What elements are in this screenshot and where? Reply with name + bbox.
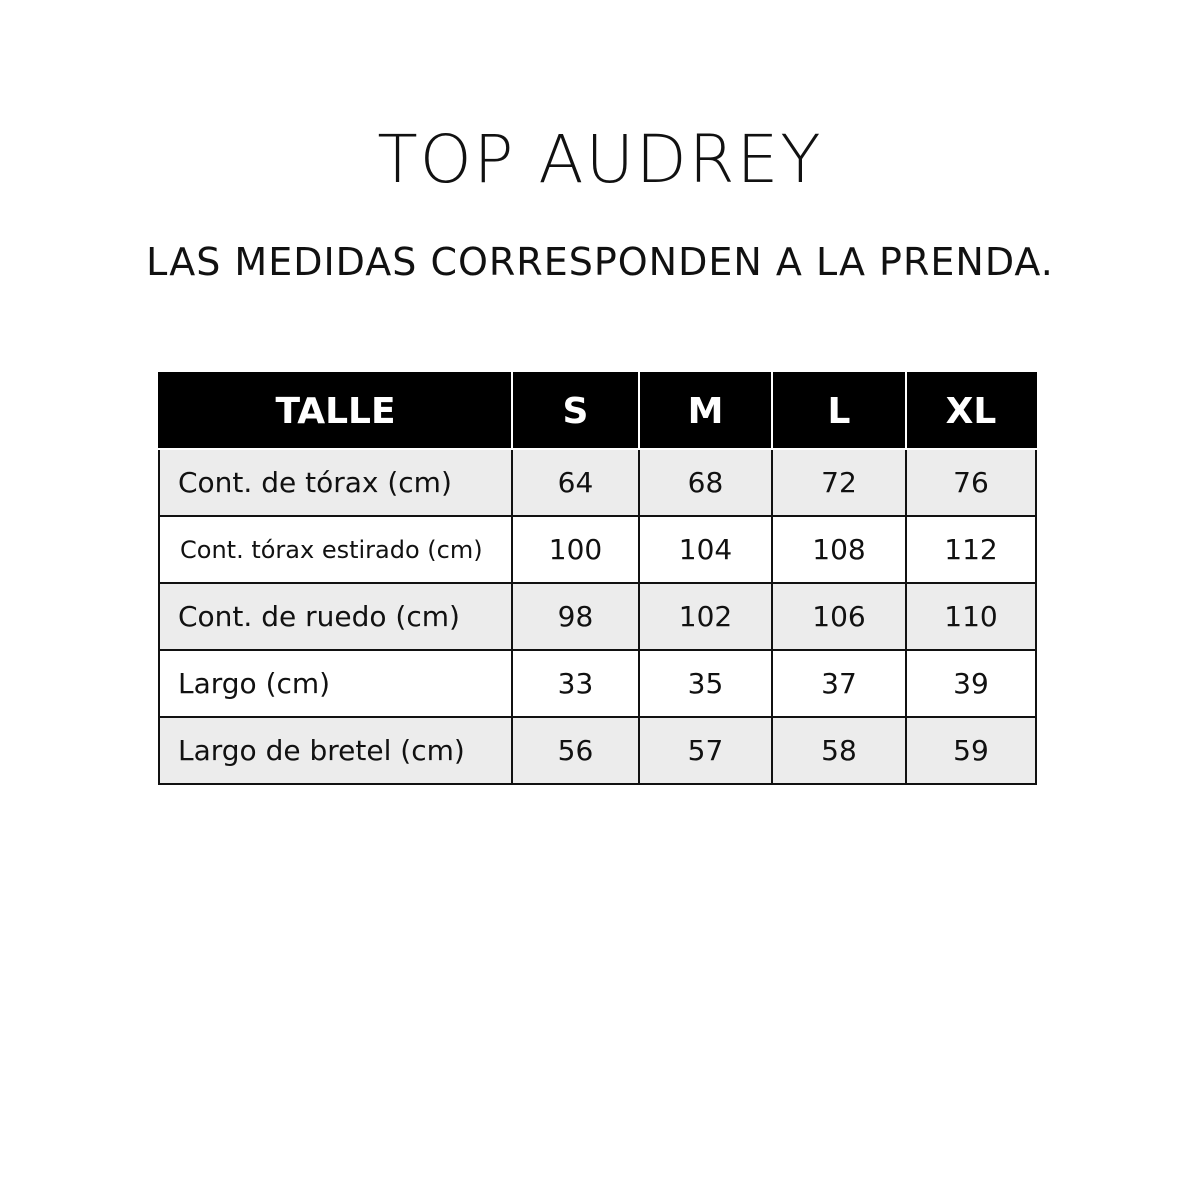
table-cell: 33: [512, 650, 639, 717]
table-cell: 110: [906, 583, 1036, 650]
table-cell: 59: [906, 717, 1036, 784]
table-cell: 37: [772, 650, 906, 717]
table-row: [159, 583, 1036, 650]
header-talle: TALLE: [159, 373, 512, 449]
table-header-row: [159, 373, 1036, 449]
table-cell: 106: [772, 583, 906, 650]
table-cell: 102: [639, 583, 772, 650]
table-cell: 64: [512, 449, 639, 516]
table-cell: 100: [512, 516, 639, 583]
page-title: TOP AUDREY: [377, 121, 823, 198]
table-row: [159, 650, 1036, 717]
table-cell: 112: [906, 516, 1036, 583]
size-chart-table: [158, 372, 1037, 785]
table-row: [159, 516, 1036, 583]
table-cell: 57: [639, 717, 772, 784]
table-cell: 104: [639, 516, 772, 583]
row-label: Cont. tórax estirado (cm): [159, 516, 512, 583]
header-size-m: M: [639, 373, 772, 449]
table-cell: 108: [772, 516, 906, 583]
table-cell: 76: [906, 449, 1036, 516]
table-cell: 39: [906, 650, 1036, 717]
table-cell: 72: [772, 449, 906, 516]
header-size-xl: XL: [906, 373, 1036, 449]
table-cell: 68: [639, 449, 772, 516]
header-size-l: L: [772, 373, 906, 449]
row-label: Cont. de ruedo (cm): [159, 583, 512, 650]
row-label: Cont. de tórax (cm): [159, 449, 512, 516]
table-row: [159, 449, 1036, 516]
row-label: Largo de bretel (cm): [159, 717, 512, 784]
row-label: Largo (cm): [159, 650, 512, 717]
table-row: [159, 717, 1036, 784]
table-cell: 35: [639, 650, 772, 717]
page-subtitle: LAS MEDIDAS CORRESPONDEN A LA PRENDA.: [146, 240, 1054, 284]
table-cell: 56: [512, 717, 639, 784]
header-size-s: S: [512, 373, 639, 449]
table-cell: 98: [512, 583, 639, 650]
table-cell: 58: [772, 717, 906, 784]
